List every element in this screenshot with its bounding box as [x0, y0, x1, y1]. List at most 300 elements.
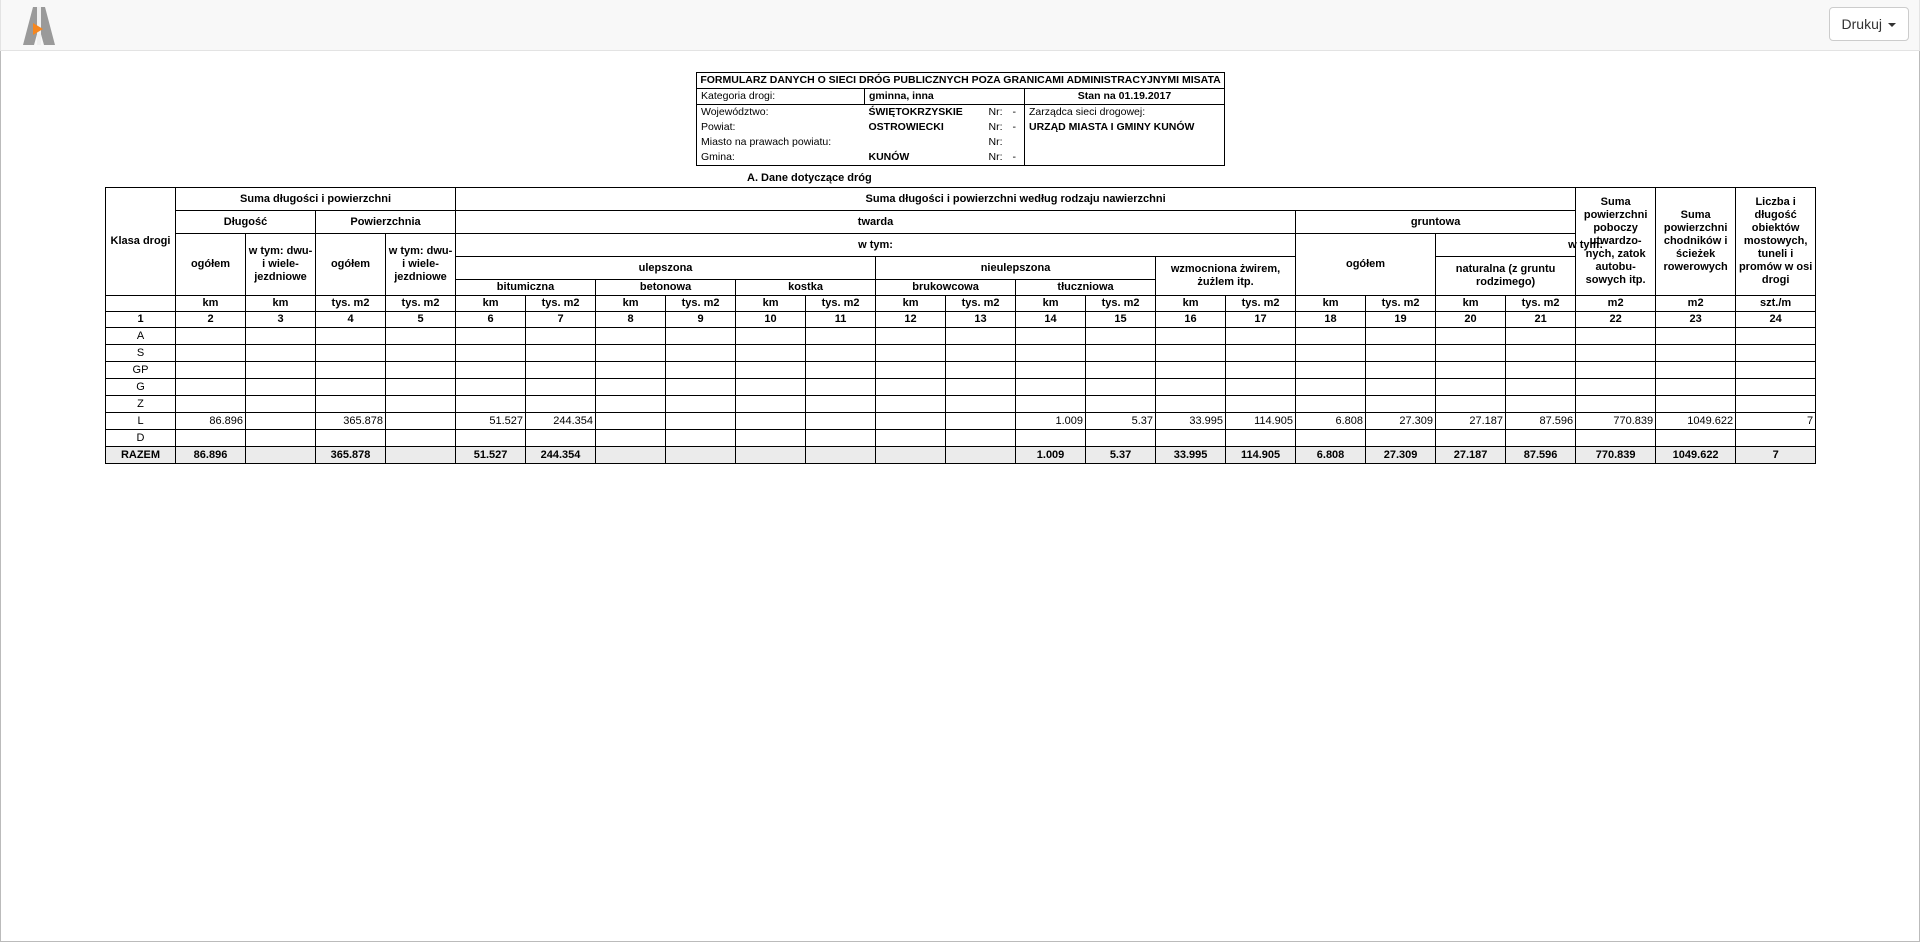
total-cell: 5.37 [1086, 447, 1156, 464]
table-cell [1366, 396, 1436, 413]
table-cell [1016, 396, 1086, 413]
row-class-label: L [106, 413, 176, 430]
nr-value: - [1009, 150, 1025, 166]
total-cell [596, 447, 666, 464]
table-cell [456, 379, 526, 396]
table-cell [1226, 430, 1296, 447]
table-cell: 5.37 [1086, 413, 1156, 430]
table-cell [526, 362, 596, 379]
table-row [106, 379, 1816, 396]
unit-cell: tys. m2 [316, 296, 386, 312]
table-cell [596, 362, 666, 379]
table-cell [1436, 362, 1506, 379]
header-kostka: kostka [736, 280, 876, 296]
column-number: 22 [1576, 312, 1656, 328]
table-cell [386, 379, 456, 396]
table-cell [1016, 379, 1086, 396]
table-cell [1506, 345, 1576, 362]
table-row [106, 362, 1816, 379]
table-cell [1736, 328, 1816, 345]
row-class-label: GP [106, 362, 176, 379]
table-cell [666, 430, 736, 447]
column-number: 5 [386, 312, 456, 328]
app-logo[interactable] [21, 5, 57, 45]
table-cell [1366, 328, 1436, 345]
table-cell [1506, 396, 1576, 413]
unit-cell: km [456, 296, 526, 312]
table-cell [456, 345, 526, 362]
gmina-value: KUNÓW [865, 150, 985, 166]
row-class-label: A [106, 328, 176, 345]
column-number: 6 [456, 312, 526, 328]
table-cell [1506, 362, 1576, 379]
total-row [106, 447, 1816, 464]
table-cell [316, 396, 386, 413]
table-cell: 6.808 [1296, 413, 1366, 430]
table-cell [806, 396, 876, 413]
total-cell: 87.596 [1506, 447, 1576, 464]
unit-cell: km [1016, 296, 1086, 312]
table-cell [386, 413, 456, 430]
total-cell: 244.354 [526, 447, 596, 464]
table-cell [176, 396, 246, 413]
wojewodztwo-label: Województwo: [697, 105, 865, 121]
table-cell [1506, 328, 1576, 345]
table-cell [1576, 345, 1656, 362]
table-cell [946, 362, 1016, 379]
table-cell [1366, 379, 1436, 396]
header-bitumiczna: bitumiczna [456, 280, 596, 296]
table-cell [596, 430, 666, 447]
table-cell [666, 362, 736, 379]
table-cell [386, 345, 456, 362]
column-number: 12 [876, 312, 946, 328]
unit-cell: m2 [1656, 296, 1736, 312]
table-cell [1576, 328, 1656, 345]
table-cell [736, 345, 806, 362]
table-cell [736, 413, 806, 430]
total-cell: 27.187 [1436, 447, 1506, 464]
table-cell [316, 328, 386, 345]
total-cell: 1.009 [1016, 447, 1086, 464]
nr-value: - [1012, 121, 1016, 133]
table-cell [1016, 328, 1086, 345]
table-cell [1156, 328, 1226, 345]
table-cell [1296, 396, 1366, 413]
table-cell [1156, 362, 1226, 379]
wojewodztwo-value: ŚWIĘTOKRZYSKIE [868, 106, 963, 118]
total-cell: 33.995 [1156, 447, 1226, 464]
total-cell: 27.309 [1366, 447, 1436, 464]
table-cell [806, 362, 876, 379]
table-cell [596, 379, 666, 396]
table-row [106, 328, 1816, 345]
table-row [106, 396, 1816, 413]
table-cell [386, 362, 456, 379]
header-ulepszona: ulepszona [456, 257, 876, 280]
table-cell [876, 345, 946, 362]
table-cell: 51.527 [456, 413, 526, 430]
header-tluczniowa: tłuczniowa [1016, 280, 1156, 296]
header-liczba-obiektow: Liczba i długość obiektów mostowych, tuneli i promów w osi drogi [1736, 188, 1816, 296]
powiat-label: Powiat: [697, 120, 865, 135]
table-cell: 33.995 [1156, 413, 1226, 430]
total-cell: 770.839 [1576, 447, 1656, 464]
table-cell [1226, 345, 1296, 362]
table-cell [1086, 362, 1156, 379]
column-number: 14 [1016, 312, 1086, 328]
print-dropdown-button[interactable] [1829, 7, 1909, 41]
total-cell [736, 447, 806, 464]
table-cell [736, 396, 806, 413]
form-title: FORMULARZ DANYCH O SIECI DRÓG PUBLICZNYCH POZA GRANICAMI ADMINISTRACYJNYMI MISATA [697, 73, 1225, 89]
table-cell [316, 430, 386, 447]
table-cell: 87.596 [1506, 413, 1576, 430]
table-cell [526, 328, 596, 345]
table-cell [806, 345, 876, 362]
table-cell [1656, 430, 1736, 447]
table-cell [736, 430, 806, 447]
table-cell [316, 345, 386, 362]
header-ogolem: ogółem [1296, 234, 1436, 296]
nr-value: - [1012, 106, 1016, 118]
header-brukowcowa: brukowcowa [876, 280, 1016, 296]
table-cell [386, 328, 456, 345]
table-row [106, 413, 1816, 430]
table-cell [596, 328, 666, 345]
unit-cell: tys. m2 [1226, 296, 1296, 312]
header-suma-wg-rodzaju: Suma długości i powierzchni według rodzaju nawierzchni [456, 188, 1576, 211]
table-cell [1736, 362, 1816, 379]
header-w-tym: w tym: [456, 234, 1296, 257]
table-cell [526, 396, 596, 413]
table-cell [806, 413, 876, 430]
table-cell: 1.009 [1016, 413, 1086, 430]
table-cell [456, 430, 526, 447]
header-dlugosc: Długość [176, 211, 316, 234]
header-w-tym: w tym: [1436, 234, 1736, 257]
nr-label: Nr: [988, 106, 1003, 118]
unit-empty [106, 296, 176, 312]
table-cell [1086, 379, 1156, 396]
unit-cell: szt./m [1736, 296, 1816, 312]
table-cell [1736, 430, 1816, 447]
total-cell: 114.905 [1226, 447, 1296, 464]
table-cell [666, 379, 736, 396]
column-number: 18 [1296, 312, 1366, 328]
table-cell [526, 345, 596, 362]
table-cell: 244.354 [526, 413, 596, 430]
miasto-label: Miasto na prawach powiatu: [697, 135, 865, 150]
column-number: 7 [526, 312, 596, 328]
table-cell [456, 328, 526, 345]
table-cell [736, 379, 806, 396]
total-cell: 7 [1736, 447, 1816, 464]
table-cell [1506, 430, 1576, 447]
table-cell [526, 379, 596, 396]
top-navbar [0, 0, 1920, 51]
table-cell [176, 362, 246, 379]
table-cell: 114.905 [1226, 413, 1296, 430]
roads-data-table [105, 187, 1816, 464]
table-cell: 27.309 [1366, 413, 1436, 430]
table-cell [1366, 362, 1436, 379]
header-ogolem: ogółem [176, 234, 246, 296]
row-class-label: D [106, 430, 176, 447]
table-cell [1656, 328, 1736, 345]
unit-cell: tys. m2 [806, 296, 876, 312]
table-cell [176, 345, 246, 362]
table-cell [246, 430, 316, 447]
column-number: 23 [1656, 312, 1736, 328]
table-cell [1016, 430, 1086, 447]
table-cell [1226, 362, 1296, 379]
row-class-label: G [106, 379, 176, 396]
column-number: 13 [946, 312, 1016, 328]
table-cell [876, 396, 946, 413]
table-cell [1296, 379, 1366, 396]
table-cell [1156, 345, 1226, 362]
powiat-value: OSTROWIECKI [868, 121, 944, 133]
table-cell [1656, 396, 1736, 413]
table-cell [1156, 379, 1226, 396]
table-cell [596, 413, 666, 430]
unit-cell: tys. m2 [1366, 296, 1436, 312]
header-ogolem: ogółem [316, 234, 386, 296]
table-cell [806, 430, 876, 447]
table-cell [1296, 345, 1366, 362]
zarzadca-label: Zarządca sieci drogowej: [1025, 105, 1225, 121]
column-number: 1 [106, 312, 176, 328]
column-number: 20 [1436, 312, 1506, 328]
table-cell: 86.896 [176, 413, 246, 430]
header-klasa: Klasa drogi [106, 188, 176, 296]
table-cell [316, 379, 386, 396]
table-cell [876, 413, 946, 430]
header-w-tym-dwu: w tym: dwu- i wiele- jezdniowe [386, 234, 456, 296]
table-cell [876, 362, 946, 379]
unit-cell: km [176, 296, 246, 312]
header-gruntowa: gruntowa [1296, 211, 1576, 234]
zarzadca-empty [1025, 135, 1225, 150]
stan-date: Stan na 01.19.2017 [1025, 89, 1225, 105]
unit-cell: tys. m2 [386, 296, 456, 312]
table-cell [806, 328, 876, 345]
table-cell [876, 328, 946, 345]
table-cell: 7 [1736, 413, 1816, 430]
table-cell [246, 413, 316, 430]
table-cell [946, 413, 1016, 430]
table-cell [1576, 396, 1656, 413]
column-number: 2 [176, 312, 246, 328]
header-nieulepszona: nieulepszona [876, 257, 1156, 280]
column-number: 11 [806, 312, 876, 328]
table-cell [176, 379, 246, 396]
table-cell [946, 396, 1016, 413]
table-cell [1576, 430, 1656, 447]
unit-cell: tys. m2 [1086, 296, 1156, 312]
column-number: 17 [1226, 312, 1296, 328]
total-cell: 365.878 [316, 447, 386, 464]
table-cell [1436, 396, 1506, 413]
table-cell [1436, 345, 1506, 362]
header-powierzchnia: Powierzchnia [316, 211, 456, 234]
nr-value [1009, 135, 1025, 150]
table-cell [666, 345, 736, 362]
unit-cell: km [1296, 296, 1366, 312]
column-number: 4 [316, 312, 386, 328]
column-numbers-row [106, 312, 1816, 328]
table-cell [386, 396, 456, 413]
total-cell: 86.896 [176, 447, 246, 464]
table-row [106, 345, 1816, 362]
table-row [106, 430, 1816, 447]
table-cell [736, 362, 806, 379]
table-cell [246, 362, 316, 379]
column-number: 16 [1156, 312, 1226, 328]
table-cell [946, 345, 1016, 362]
total-label: RAZEM [106, 447, 176, 464]
header-suma-poboczy: Suma powierzchni poboczy utwardzo-nych, zatok autobu-sowych itp. [1576, 188, 1656, 296]
nr-label: Nr: [988, 121, 1003, 133]
table-cell [246, 345, 316, 362]
unit-cell: m2 [1576, 296, 1656, 312]
nr-label: Nr: [985, 150, 1009, 166]
total-cell [876, 447, 946, 464]
table-cell [1296, 328, 1366, 345]
row-class-label: Z [106, 396, 176, 413]
nr-label: Nr: [988, 136, 1003, 148]
table-cell [1156, 430, 1226, 447]
table-cell [876, 379, 946, 396]
section-title: A. Dane dotyczące dróg [747, 172, 872, 184]
kategoria-value: gminna, inna [865, 89, 1025, 105]
column-number: 3 [246, 312, 316, 328]
table-cell [1086, 345, 1156, 362]
table-cell [1016, 362, 1086, 379]
row-class-label: S [106, 345, 176, 362]
unit-cell: tys. m2 [526, 296, 596, 312]
table-cell: 1049.622 [1656, 413, 1736, 430]
table-cell [1576, 362, 1656, 379]
table-cell [1226, 379, 1296, 396]
table-cell [1086, 396, 1156, 413]
column-number: 24 [1736, 312, 1816, 328]
table-cell [1016, 345, 1086, 362]
total-cell [946, 447, 1016, 464]
table-cell [176, 328, 246, 345]
content-frame [0, 51, 1920, 942]
table-cell [666, 396, 736, 413]
table-cell [1656, 345, 1736, 362]
table-cell [1366, 430, 1436, 447]
total-cell [666, 447, 736, 464]
total-cell: 6.808 [1296, 447, 1366, 464]
unit-cell: km [246, 296, 316, 312]
table-cell [456, 396, 526, 413]
table-cell [526, 430, 596, 447]
zarzadca-value: URZĄD MIASTA I GMINY KUNÓW [1025, 120, 1225, 135]
table-cell [1296, 430, 1366, 447]
table-cell [1576, 379, 1656, 396]
table-cell [1086, 430, 1156, 447]
table-cell [1436, 430, 1506, 447]
table-cell [1656, 379, 1736, 396]
table-cell [1296, 362, 1366, 379]
header-betonowa: betonowa [596, 280, 736, 296]
table-cell [1436, 379, 1506, 396]
total-cell [386, 447, 456, 464]
table-cell [1156, 396, 1226, 413]
table-cell [176, 430, 246, 447]
unit-cell: km [736, 296, 806, 312]
header-wzmocniona: wzmocniona żwirem, żużlem itp. [1156, 257, 1296, 296]
table-cell [386, 430, 456, 447]
table-cell [316, 362, 386, 379]
table-cell [1436, 328, 1506, 345]
unit-cell: km [1156, 296, 1226, 312]
header-suma-dl-pow: Suma długości i powierzchni [176, 188, 456, 211]
table-cell [1506, 379, 1576, 396]
unit-cell: km [876, 296, 946, 312]
unit-cell: km [596, 296, 666, 312]
unit-cell: tys. m2 [666, 296, 736, 312]
total-cell [246, 447, 316, 464]
gmina-label: Gmina: [697, 150, 865, 166]
unit-cell: tys. m2 [946, 296, 1016, 312]
total-cell [806, 447, 876, 464]
header-naturalna: naturalna (z gruntu rodzimego) [1436, 257, 1576, 296]
table-cell: 770.839 [1576, 413, 1656, 430]
column-number: 15 [1086, 312, 1156, 328]
table-cell [596, 396, 666, 413]
table-cell [596, 345, 666, 362]
table-cell [946, 328, 1016, 345]
column-number: 21 [1506, 312, 1576, 328]
table-cell [806, 379, 876, 396]
table-cell [1656, 362, 1736, 379]
table-cell [946, 430, 1016, 447]
total-cell: 51.527 [456, 447, 526, 464]
form-header-table [696, 72, 1225, 166]
units-row [106, 296, 1816, 312]
column-number: 9 [666, 312, 736, 328]
table-cell [946, 379, 1016, 396]
table-cell [246, 396, 316, 413]
table-cell [1086, 328, 1156, 345]
column-number: 10 [736, 312, 806, 328]
total-cell: 1049.622 [1656, 447, 1736, 464]
table-cell [1226, 396, 1296, 413]
table-cell [246, 328, 316, 345]
kategoria-label: Kategoria drogi: [697, 89, 865, 105]
table-cell [1736, 379, 1816, 396]
table-cell: 27.187 [1436, 413, 1506, 430]
table-cell [456, 362, 526, 379]
table-cell [246, 379, 316, 396]
header-w-tym-dwu: w tym: dwu- i wiele- jezdniowe [246, 234, 316, 296]
caret-down-icon [1888, 23, 1896, 27]
table-cell [1226, 328, 1296, 345]
table-cell [1366, 345, 1436, 362]
column-number: 8 [596, 312, 666, 328]
unit-cell: km [1436, 296, 1506, 312]
table-cell [666, 328, 736, 345]
table-cell: 365.878 [316, 413, 386, 430]
header-suma-chodnikow: Suma powierzchni chodników i ścieżek rowerowych [1656, 188, 1736, 296]
header-twarda: twarda [456, 211, 1296, 234]
column-number: 19 [1366, 312, 1436, 328]
